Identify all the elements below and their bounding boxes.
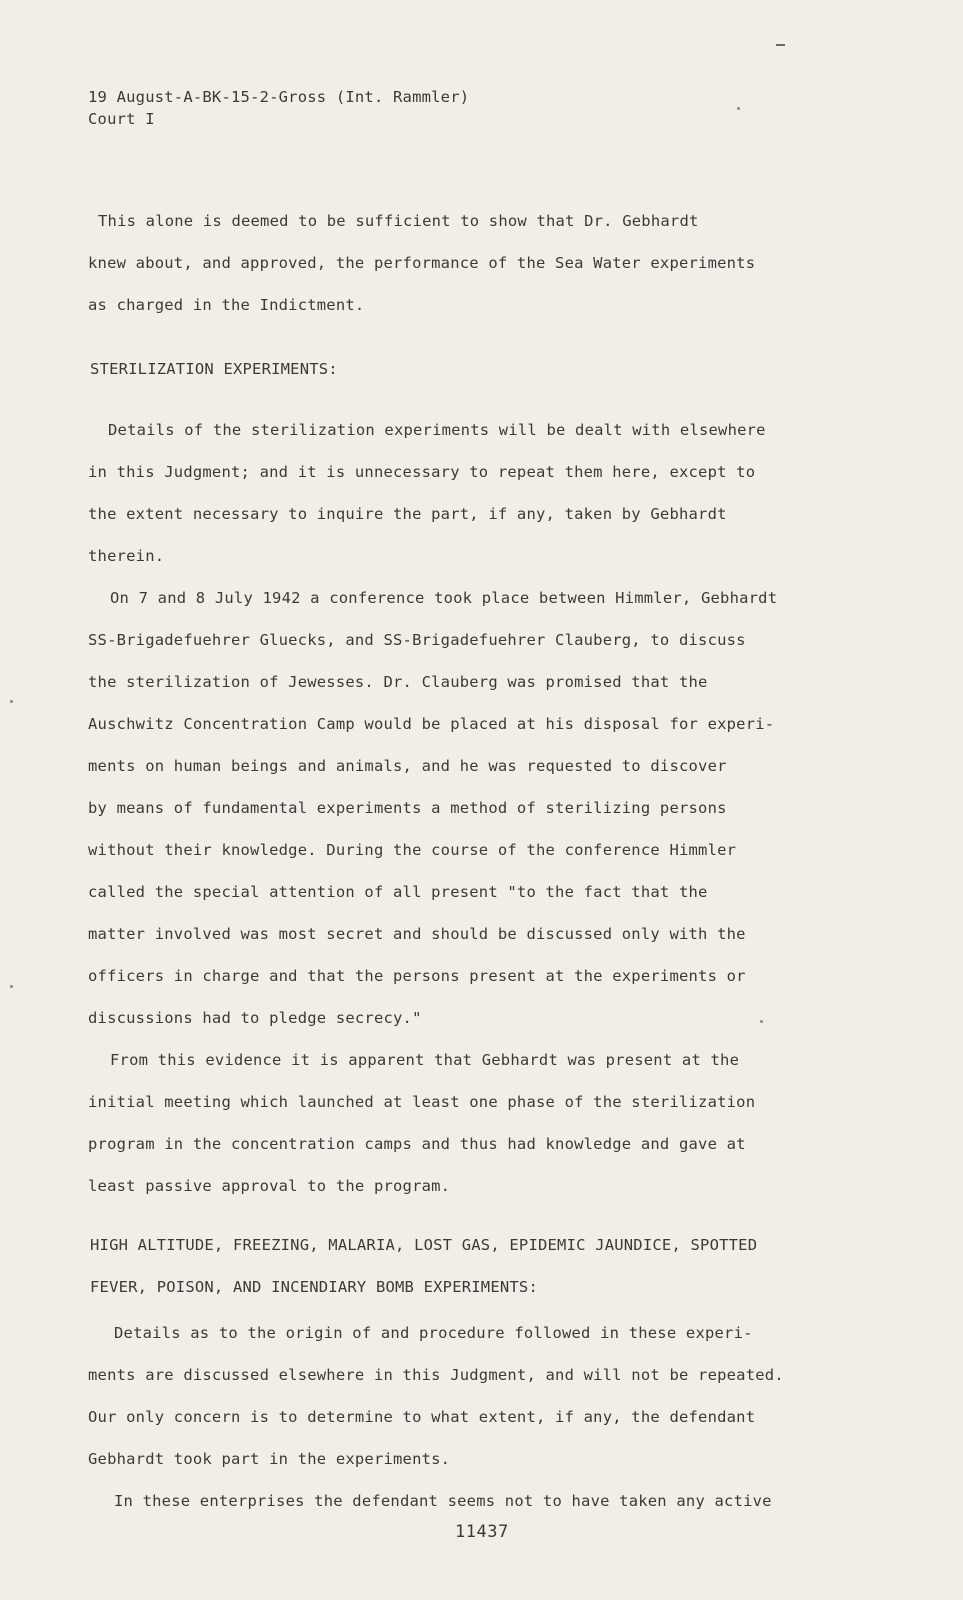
body-line: discussions had to pledge secrecy.": [88, 1009, 422, 1027]
body-line: In these enterprises the defendant seems not to have taken any active: [114, 1492, 772, 1510]
body-line: program in the concentration camps and thus had knowledge and gave at: [88, 1135, 746, 1153]
ink-mark: [776, 44, 785, 46]
body-line: initial meeting which launched at least one phase of the sterilization: [88, 1093, 756, 1111]
paper-speck: [737, 107, 740, 110]
body-line: Gebhardt took part in the experiments.: [88, 1450, 451, 1468]
body-line: called the special attention of all present "to the fact that the: [88, 883, 708, 901]
body-line: in this Judgment; and it is unnecessary to repeat them here, except to: [88, 463, 756, 481]
body-line: This alone is deemed to be sufficient to show that Dr. Gebhardt: [98, 212, 699, 230]
body-line: Details of the sterilization experiments will be dealt with elsewhere: [108, 421, 766, 439]
body-line: the extent necessary to inquire the part, if any, taken by Gebhardt: [88, 505, 727, 523]
body-line: ments on human beings and animals, and he was requested to discover: [88, 757, 727, 775]
section-heading: FEVER, POISON, AND INCENDIARY BOMB EXPERIMENTS:: [90, 1278, 538, 1296]
paper-speck: [10, 985, 13, 988]
body-line: least passive approval to the program.: [88, 1177, 451, 1195]
page-number: 11437: [455, 1522, 509, 1542]
body-line: by means of fundamental experiments a method of sterilizing persons: [88, 799, 727, 817]
header-court: Court I: [88, 110, 155, 128]
body-line: knew about, and approved, the performance of the Sea Water experiments: [88, 254, 756, 272]
paper-speck: [760, 1020, 763, 1023]
paper-speck: [10, 700, 13, 703]
body-line: matter involved was most secret and should be discussed only with the: [88, 925, 746, 943]
body-line: therein.: [88, 547, 165, 565]
header-reference: 19 August-A-BK-15-2-Gross (Int. Rammler): [88, 88, 470, 106]
body-line: SS-Brigadefuehrer Gluecks, and SS-Brigadefuehrer Clauberg, to discuss: [88, 631, 746, 649]
body-line: Details as to the origin of and procedure followed in these experi-: [114, 1324, 753, 1342]
body-line: Our only concern is to determine to what extent, if any, the defendant: [88, 1408, 756, 1426]
body-line: From this evidence it is apparent that Gebhardt was present at the: [110, 1051, 740, 1069]
section-heading: STERILIZATION EXPERIMENTS:: [90, 360, 338, 378]
body-line: officers in charge and that the persons present at the experiments or: [88, 967, 746, 985]
body-line: the sterilization of Jewesses. Dr. Clauberg was promised that the: [88, 673, 708, 691]
body-line: Auschwitz Concentration Camp would be placed at his disposal for experi-: [88, 715, 775, 733]
body-line: On 7 and 8 July 1942 a conference took place between Himmler, Gebhardt: [110, 589, 778, 607]
body-line: without their knowledge. During the course of the conference Himmler: [88, 841, 737, 859]
section-heading: HIGH ALTITUDE, FREEZING, MALARIA, LOST GAS, EPIDEMIC JAUNDICE, SPOTTED: [90, 1236, 758, 1254]
body-line: ments are discussed elsewhere in this Judgment, and will not be repeated.: [88, 1366, 784, 1384]
body-line: as charged in the Indictment.: [88, 296, 365, 314]
